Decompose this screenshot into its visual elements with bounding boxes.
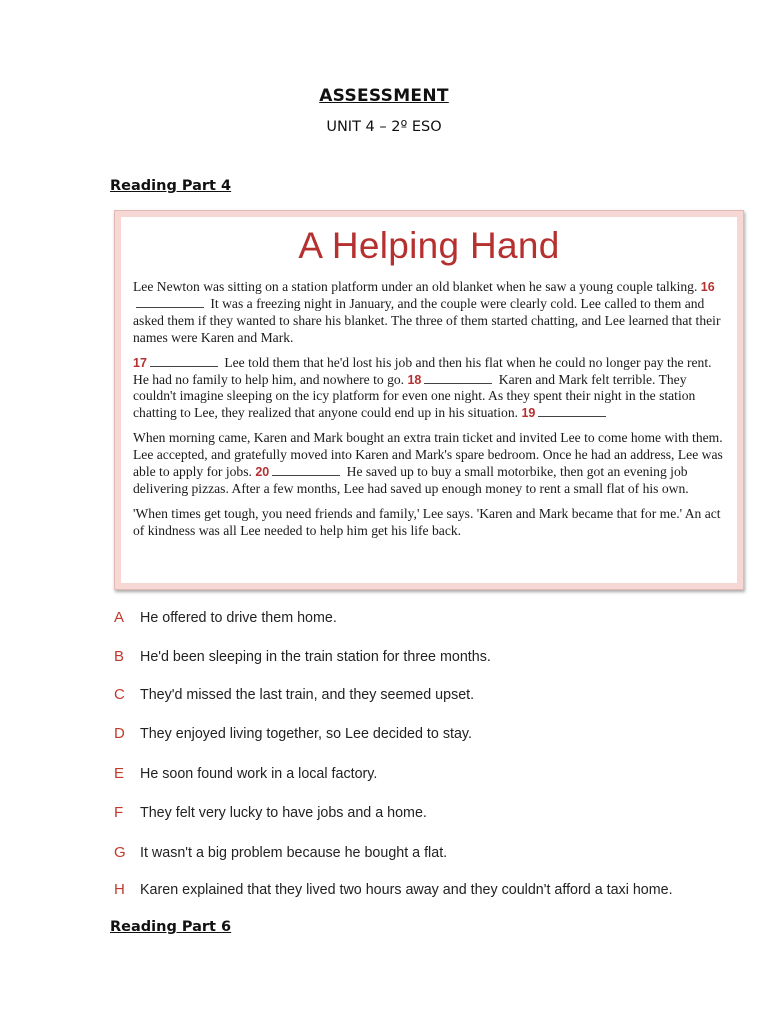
article-paragraph (133, 430, 729, 498)
gap-blank (136, 297, 204, 308)
gap-number: 17 (133, 355, 147, 370)
article-panel-inner (121, 217, 737, 583)
gap-blank (538, 406, 606, 417)
option-letter: B (114, 648, 125, 665)
option-letter: E (114, 765, 125, 782)
article-panel (114, 210, 744, 590)
article-text: Lee told them that he'd lost his job and then his flat when he could no longer pay the rent. He had no family to help him, and nowhere to go. (133, 354, 712, 387)
gap-blank (272, 465, 340, 476)
option-text: They'd missed the last train, and they seemed upset. (140, 687, 475, 703)
gap-number: 20 (255, 465, 270, 480)
article-title: A Helping Hand (298, 225, 560, 266)
section-heading-reading-part-4: Reading Part 4 (110, 178, 232, 194)
gap-number: 19 (521, 406, 536, 421)
option-text: They enjoyed living together, so Lee decided to stay. (140, 726, 472, 742)
option-f (114, 802, 754, 826)
article-text: 'When times get tough, you need friends and family,' Lee says. 'Karen and Mark became that for me.' An act of kindness was all Lee needed to help him get his life back. (133, 505, 721, 538)
option-letter: D (114, 725, 125, 742)
option-text: He soon found work in a local factory. (140, 766, 378, 782)
article-text: Lee Newton was sitting on a station platform under an old blanket when he saw a young couple talking. (133, 279, 698, 294)
option-g (114, 842, 754, 866)
option-text: They felt very lucky to have jobs and a home. (140, 805, 427, 821)
article-paragraph (133, 279, 729, 347)
gap-number: 18 (407, 372, 422, 387)
option-letter: C (114, 686, 125, 703)
section-heading-reading-part-6: Reading Part 6 (110, 919, 232, 935)
option-letter: A (114, 609, 125, 626)
gap-number: 16 (700, 280, 715, 294)
article-text: Karen and Mark felt terrible. They couldn't imagine sleeping on the icy platform for even one night. As they spent their night in the station chatting to Lee, they realized that anyone could end up in his situation. (133, 371, 696, 421)
article-paragraph (133, 506, 729, 540)
option-e (114, 763, 754, 787)
gap-blank (150, 356, 218, 367)
option-text: It wasn't a big problem because he bought a flat. (140, 845, 448, 861)
article-text: He saved up to buy a small motorbike, then got an evening job delivering pizzas. After a few months, Lee had saved up enough money to rent a small flat of his own. (133, 464, 689, 496)
article-paragraph (133, 355, 729, 423)
option-h (114, 879, 754, 903)
option-letter: H (114, 881, 125, 898)
option-text: He'd been sleeping in the train station for three months. (140, 649, 491, 665)
option-b (114, 646, 754, 670)
page-title: ASSESSMENT (319, 86, 449, 106)
gap-blank (424, 373, 492, 384)
option-c (114, 684, 754, 708)
article-text: When morning came, Karen and Mark bought an extra train ticket and invited Lee to come home with them. Lee accepted, and gratefully moved into Karen and Mark's spare bedroom. Once he had an address, Lee was able to apply for jobs. (133, 430, 723, 480)
article-body (133, 279, 729, 548)
option-letter: F (114, 804, 124, 821)
option-text: Karen explained that they lived two hours away and they couldn't afford a taxi home. (140, 882, 673, 898)
option-a (114, 607, 754, 631)
option-d (114, 723, 754, 747)
page-subtitle: UNIT 4 – 2º ESO (326, 119, 442, 135)
option-letter: G (114, 844, 126, 861)
article-text: It was a freezing night in January, and the couple were clearly cold. Lee called to them and asked them if they wanted to share his blanket. The three of them started chatting, and Lee learned that their names were Karen and Mark. (133, 295, 721, 345)
option-text: He offered to drive them home. (140, 610, 337, 626)
